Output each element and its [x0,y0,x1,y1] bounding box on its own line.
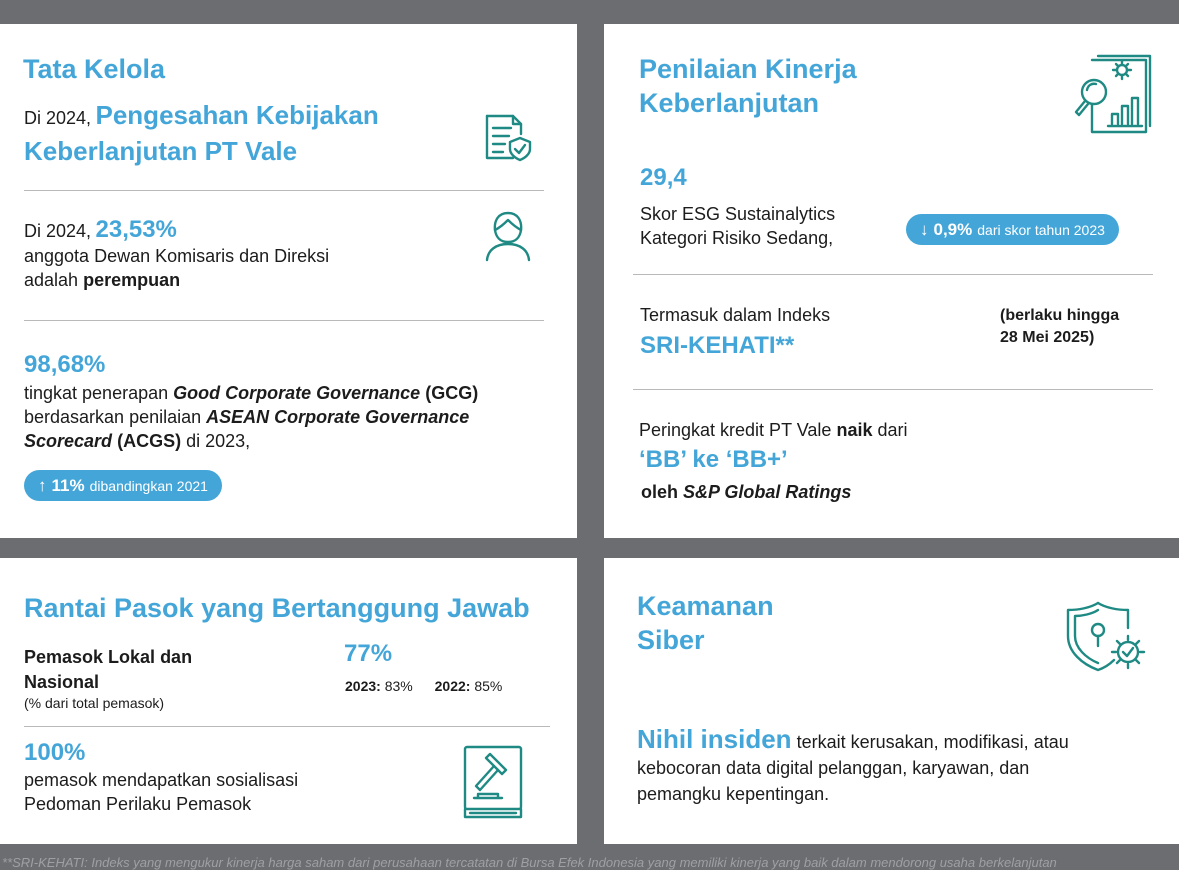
coc-description [24,768,298,816]
gcg-line3-c: di 2023, [186,431,251,451]
gcg-value: 98,68% [24,351,106,378]
esg-value: 29,4 [640,164,687,191]
local-supplier-sub: (% dari total pemasok) [24,695,165,711]
esg-change-badge [906,214,1119,245]
women-bold: perempuan [83,270,181,290]
arrow-up-icon: ↑ [38,475,47,495]
esg-line2: Kategori Risiko Sedang, [640,228,834,248]
cyber-statement [637,726,1157,807]
index-name: SRI-KEHATI** [640,332,795,359]
gcg-line2-b: ASEAN Corporate Governance [206,407,470,427]
credit-rating: ‘BB’ ke ‘BB+’ [639,446,788,473]
policy-highlight: Pengesahan Kebijakan [95,100,379,130]
cyber-highlight: Nihil insiden [637,724,792,754]
coc-value: 100% [24,739,86,766]
policy-statement [24,100,464,171]
coc-line2: Pedoman Perilaku Pemasok [24,794,252,814]
divider [24,190,544,191]
credit-by-b: S&P Global Ratings [683,482,852,502]
sustainability-title [639,52,857,120]
women-statement [24,216,464,292]
sustainability-card [604,24,1179,538]
gcg-line2 [24,405,564,429]
gcg-line3-b: (ACGS) [117,431,182,451]
credit-line-b: naik [836,420,873,440]
index-note [1000,305,1119,349]
local-label-line2: Nasional [24,672,100,692]
y2022-value: 85% [474,678,503,694]
cyber-title-line1: Keamanan [637,591,774,621]
cyber-card [604,558,1179,844]
women-text-line2 [24,268,464,292]
local-supplier-history [345,678,502,694]
credit-line-a: Peringkat kredit PT Vale [639,420,832,440]
gcg-line3 [24,429,564,453]
women-text: anggota Dewan Komisaris dan Direksi [24,246,330,266]
divider [24,320,544,321]
gcg-change-badge [24,470,222,501]
coc-line1: pemasok mendapatkan sosialisasi [24,770,299,790]
y2022-label: 2022: [434,678,471,694]
supply-chain-title: Rantai Pasok yang Bertanggung Jawab [24,593,530,623]
local-supplier-value: 77% [344,640,393,667]
gcg-description [24,381,564,453]
esg-description [640,202,835,250]
gcg-line1-c: (GCG) [425,383,479,403]
index-note-line2: 28 Mei 2025) [1000,329,1095,346]
y2023-label: 2023: [345,678,381,694]
policy-highlight-line2: Keberlanjutan PT Vale [24,136,298,166]
footnote: **SRI-KEHATI: Indeks yang mengukur kinerja harga saham dari perusahaan tercatatan di Bursa Efek Indonesia yang memiliki kinerja yang baik dalam mendorong usaha berkelanjutan [2,855,1057,870]
policy-document-shield-icon [483,112,533,162]
gcg-line3-a: Scorecard [24,431,113,451]
gcg-line2-a: berdasarkan penilaian [24,407,202,427]
gcg-line1 [24,381,564,405]
gcg-pill-value: 11% [51,475,85,495]
gcg-line1-a: tingkat penerapan [24,383,169,403]
divider [633,274,1153,275]
governance-title: Tata Kelola [23,54,166,84]
cyber-shield-lock-icon [1064,600,1146,674]
credit-by-a: oleh [641,482,679,502]
cyber-text-line1: terkait kerusakan, modifikasi, atau [796,732,1069,752]
woman-person-icon [484,210,532,262]
policy-prefix: Di 2024, [24,108,92,128]
index-note-line1: (berlaku hingga [1000,307,1120,324]
report-analysis-icon [1072,54,1152,136]
cyber-title-line2: Siber [637,625,705,655]
esg-pill-value: 0,9% [933,219,973,239]
index-label: Termasuk dalam Indeks [640,305,831,325]
credit-line-c: dari [877,420,908,440]
governance-card [0,24,577,538]
esg-pill-text: dari skor tahun 2023 [977,221,1105,238]
local-supplier-label [24,645,192,695]
arrow-down-icon: ↓ [920,219,929,239]
cyber-text-line2: kebocoran data digital pelanggan, karyawan, dan [637,758,1030,778]
women-value: 23,53% [95,216,177,243]
supply-chain-card [0,558,577,844]
sustainability-title-line1: Penilaian Kinerja [639,54,857,84]
sustainability-title-line2: Keberlanjutan [639,88,820,118]
cyber-title [637,589,774,657]
divider [24,726,550,727]
women-text2: adalah [24,270,79,290]
esg-line1: Skor ESG Sustainalytics [640,204,836,224]
y2023-value: 83% [384,678,413,694]
credit-statement [639,418,908,442]
gcg-pill-text: dibandingkan 2021 [89,477,208,494]
cyber-text-line3: pemangku kepentingan. [637,784,830,804]
law-book-gavel-icon [462,744,524,820]
gcg-line1-b: Good Corporate Governance [173,383,421,403]
women-prefix: Di 2024, [24,221,92,241]
credit-agency [641,482,851,503]
divider [633,389,1153,390]
local-label-line1: Pemasok Lokal dan [24,647,193,667]
